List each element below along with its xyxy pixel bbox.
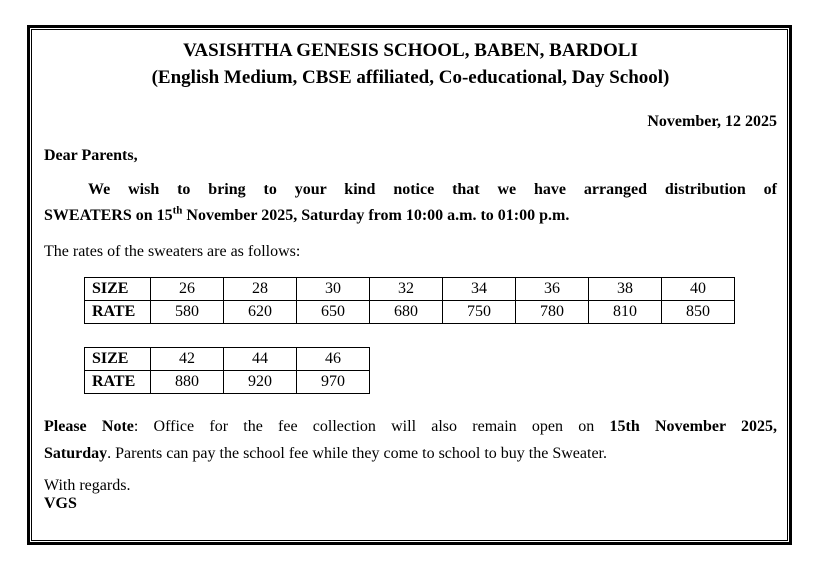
rate-cell: 680	[370, 301, 443, 324]
rate-cell: 880	[151, 371, 224, 394]
size-row	[85, 278, 735, 301]
note-date-bold: 15th November 2025,	[609, 418, 777, 435]
intro-paragraph	[44, 177, 777, 229]
row-header-size: SIZE	[85, 278, 151, 301]
rate-cell: 920	[224, 371, 297, 394]
size-cell: 38	[589, 278, 662, 301]
intro-line-2-post: November 2025, Saturday from 10:00 a.m. to 01:00 p.m.	[182, 207, 570, 224]
size-cell: 40	[662, 278, 735, 301]
size-cell: 44	[224, 348, 297, 371]
rate-cell: 780	[516, 301, 589, 324]
size-cell: 42	[151, 348, 224, 371]
rate-cell: 750	[443, 301, 516, 324]
rate-cell: 650	[297, 301, 370, 324]
note-day-bold: Saturday	[44, 445, 108, 462]
size-cell: 28	[224, 278, 297, 301]
note-line-2-text: . Parents can pay the school fee while they come to school to buy the Sweater.	[107, 445, 607, 462]
rates-table-2	[84, 347, 370, 394]
rate-cell: 970	[297, 371, 370, 394]
size-cell: 32	[370, 278, 443, 301]
salutation: Dear Parents,	[44, 147, 138, 164]
row-header-rate: RATE	[85, 301, 151, 324]
school-name: VASISHTHA GENESIS SCHOOL, BABEN, BARDOLI	[183, 40, 638, 61]
notice-sheet	[27, 25, 792, 545]
rate-cell: 850	[662, 301, 735, 324]
note-label: Please Note	[44, 418, 134, 435]
intro-line-1: We wish to bring to your kind notice that we have arranged distribution of	[88, 181, 777, 198]
closing: With regards.	[44, 477, 131, 494]
signature: VGS	[44, 495, 77, 512]
row-header-rate: RATE	[85, 371, 151, 394]
intro-line-2	[44, 203, 777, 229]
intro-line-2-pre: SWEATERS on 15	[44, 207, 173, 224]
rate-row	[85, 371, 370, 394]
size-cell: 36	[516, 278, 589, 301]
size-row	[85, 348, 370, 371]
size-cell: 30	[297, 278, 370, 301]
notice-date: November, 12 2025	[647, 113, 777, 130]
size-cell: 46	[297, 348, 370, 371]
school-subtitle: (English Medium, CBSE affiliated, Co-educational, Day School)	[151, 67, 670, 88]
note-paragraph	[44, 413, 777, 467]
notice-inner-border	[31, 29, 788, 541]
rate-cell: 810	[589, 301, 662, 324]
rates-table-1	[84, 277, 735, 324]
rates-intro: The rates of the sweaters are as follows:	[44, 243, 301, 260]
rate-row	[85, 301, 735, 324]
rate-cell: 620	[224, 301, 297, 324]
row-header-size: SIZE	[85, 348, 151, 371]
rate-cell: 580	[151, 301, 224, 324]
note-line-1	[44, 413, 777, 440]
size-cell: 26	[151, 278, 224, 301]
note-line-1-text: : Office for the fee collection will also remain open on	[133, 418, 610, 435]
size-cell: 34	[443, 278, 516, 301]
note-line-2	[44, 440, 777, 467]
ordinal-superscript: th	[172, 204, 183, 217]
